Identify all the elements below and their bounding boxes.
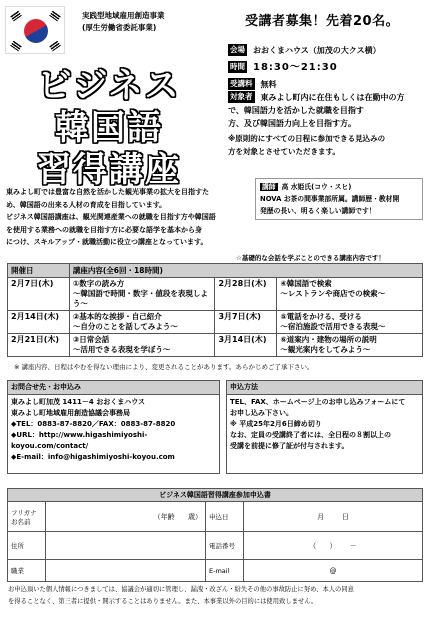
recruit-banner: 受講者募集！先着20名。 bbox=[245, 14, 400, 29]
inquiry-address: 東みよし町加茂 1411－4 おおくまハウス bbox=[11, 398, 146, 406]
inquiry-phone: ◆TEL：0883-87-8820／FAX：0883-87-8820 bbox=[11, 420, 176, 428]
apply-line2: お申し込み下さい。 bbox=[230, 409, 293, 417]
priority-note bbox=[228, 132, 424, 158]
schedule-content: ⑥道案内・建物の場所の説明 ～観光案内をしてみよう～ bbox=[277, 334, 423, 357]
privacy-line2: を得ることなく、第三者に提供・開示することはありません。また、本事業以外の目的には使用致しません。 bbox=[8, 598, 318, 605]
privacy-line1: お申込頂いた個人情報につきましては、協議会が適切に管理し、漏洩・改ざん・紛失その他の事故防止に努め、本人の同意 bbox=[8, 586, 354, 593]
priority-line1: ※原則的にすべての日程に参加できる見込みの bbox=[228, 134, 386, 143]
lecturer-box bbox=[255, 178, 423, 220]
fee-label: 受講料 bbox=[230, 79, 253, 88]
privacy-notice bbox=[8, 584, 422, 608]
phone-field[interactable]: （ ） － bbox=[244, 532, 423, 560]
schedule-content: ①数字の読み方 ～韓国語で時間・数字・値段を表現しよう～ bbox=[69, 278, 215, 311]
schedule-row-1 bbox=[8, 278, 423, 311]
email-field[interactable]: @ bbox=[244, 560, 423, 582]
time-value: 18:30～21:30 bbox=[253, 62, 338, 73]
col-content-header: 講座内容(全6回・18時間) bbox=[69, 264, 422, 278]
target-value-2: で、韓国語力を活かした就職を目指す bbox=[228, 106, 364, 115]
schedule-content: ②基本的な挨拶・自己紹介 ～自分のことを話してみよう～ bbox=[69, 311, 215, 334]
fee-value: 無料 bbox=[260, 80, 277, 89]
apply-deadline: ※ 平成25年2月6日締め切り bbox=[230, 420, 322, 428]
schedule-row-2 bbox=[8, 311, 423, 334]
target-value-3: 方、及び韓国語力向上を目指す方。 bbox=[228, 119, 356, 128]
schedule-content: ⑤電話をかける、受ける ～宿泊施設で活用できる表現～ bbox=[277, 311, 423, 334]
schedule-note: ☆基礎的な会話を学ぶことのできる講座内容です！ bbox=[236, 254, 385, 262]
sponsor bbox=[82, 10, 165, 34]
applied-date-field[interactable]: 月 日 bbox=[244, 502, 423, 532]
applied-date-label: 申込日 bbox=[206, 502, 244, 532]
inquiry-office: 東みよし町地域雇用創造協議会事務局 bbox=[11, 409, 130, 417]
venue-label: 会場 bbox=[230, 45, 245, 54]
intro-line5: につけ、スキルアップ・就職活動に役立つ講座となっています。 bbox=[6, 238, 208, 246]
title-line1: ビジネス bbox=[37, 66, 181, 106]
title-line3: 習得講座 bbox=[37, 150, 181, 190]
time-label: 時間 bbox=[230, 62, 245, 71]
schedule-footnote: ※ 講座内容、日程はやむを得ない理由により、変更されることがあります。あらかじめご了承下さい。 bbox=[14, 363, 314, 371]
name-field[interactable]: （年齢 歳） bbox=[46, 502, 206, 532]
email-label: E-mail bbox=[206, 560, 244, 582]
trigram-top-left bbox=[10, 11, 22, 22]
schedule-date: 3月7日(木) bbox=[215, 311, 277, 334]
intro-line4: を使用する業務への就職を目指す方に必要な語学を基本から身 bbox=[6, 225, 202, 234]
time-row bbox=[228, 61, 405, 74]
fee-row bbox=[228, 78, 405, 91]
schedule-date: 2月7日(木) bbox=[8, 278, 70, 311]
target-row bbox=[228, 91, 405, 104]
name-label: フリガナ お名前 bbox=[8, 502, 46, 532]
apply-line4: なお、定員の受講終了者には、全日程の８割以上の bbox=[230, 431, 391, 439]
address-field[interactable] bbox=[46, 532, 206, 560]
intro-line1: 東みよし町では豊富な自然を活かした観光事業の拡大を目指すた bbox=[6, 188, 209, 196]
lecturer-label: 講師 bbox=[262, 183, 276, 191]
apply-line1: TEL、FAX、ホームページ上のお申し込みフォームにて bbox=[230, 398, 406, 406]
phone-label: 電話番号 bbox=[206, 532, 244, 560]
inquiry-email-link[interactable]: ◆E-mail：info@higashimiyoshi-koyou.com bbox=[11, 453, 175, 461]
trigram-top-right bbox=[49, 11, 61, 22]
venue-row bbox=[228, 44, 405, 57]
address-label: 住所 bbox=[8, 532, 46, 560]
target-label: 対象者 bbox=[230, 92, 253, 101]
schedule-header-row bbox=[8, 264, 423, 278]
schedule-date: 2月21日(木) bbox=[8, 334, 70, 357]
taeguk-symbol bbox=[20, 15, 53, 48]
application-form bbox=[7, 488, 423, 582]
priority-line2: 方を対象とさせていただきます。 bbox=[228, 147, 340, 156]
schedule-date: 3月14日(木) bbox=[215, 334, 277, 357]
trigram-bottom-left bbox=[10, 41, 22, 52]
korean-flag-icon bbox=[5, 6, 65, 54]
intro-text bbox=[6, 186, 236, 249]
schedule-content: ④韓国語で検索 ～レストランや商店での検索～ bbox=[277, 278, 423, 311]
job-label: 職業 bbox=[8, 560, 46, 582]
sponsor-line1: 実践型地域雇用創造事業 bbox=[82, 11, 165, 20]
intro-line3: ビジネス韓国語講座は、観光関連産業への就職を目指す方や韓国語 bbox=[6, 213, 216, 221]
venue-value: おおくまハウス（加茂の大クス横） bbox=[253, 46, 381, 55]
schedule-table bbox=[7, 263, 423, 357]
inquiry-box bbox=[7, 380, 220, 474]
schedule-date: 2月28日(木) bbox=[215, 278, 277, 311]
apply-header: 申込方法 bbox=[227, 381, 422, 395]
lecturer-desc2: 発歴の長い、明るく楽しい講師です！ bbox=[260, 207, 376, 215]
schedule-content: ③日常会話 ～活用できる表現を学ぼう～ bbox=[69, 334, 215, 357]
target-value-1: 東みよし町内に在住もしくは在勤中の方 bbox=[260, 93, 405, 102]
lecturer-desc1: NOVA お茶の間事業部所属。講師歴・教材開 bbox=[260, 195, 400, 203]
col-date-header: 開催日 bbox=[8, 264, 70, 278]
intro-line2: め、韓国語の出来る人材の育成を目指しています。 bbox=[6, 200, 167, 209]
inquiry-url-link[interactable]: ◆URL：http://www.higashimiyoshi-koyou.com/contact/ bbox=[11, 431, 148, 450]
job-field[interactable] bbox=[46, 560, 206, 582]
event-info bbox=[228, 44, 405, 130]
form-title: ビジネス韓国語習得講座参加申込書 bbox=[8, 489, 423, 502]
schedule-row-3 bbox=[8, 334, 423, 357]
trigram-bottom-right bbox=[49, 41, 61, 52]
title-line2: 韓国語 bbox=[55, 108, 163, 148]
sponsor-line2: (厚生労働省委託事業) bbox=[82, 23, 157, 32]
apply-line5: 受講を前提に修了証が付与されます。 bbox=[230, 442, 349, 450]
inquiry-header: お問合せ先・お申込み bbox=[8, 381, 219, 395]
apply-box bbox=[226, 380, 423, 474]
lecturer-name: 高 水姫氏(コウ・スヒ) bbox=[281, 183, 352, 191]
schedule-date: 2月14日(木) bbox=[8, 311, 70, 334]
